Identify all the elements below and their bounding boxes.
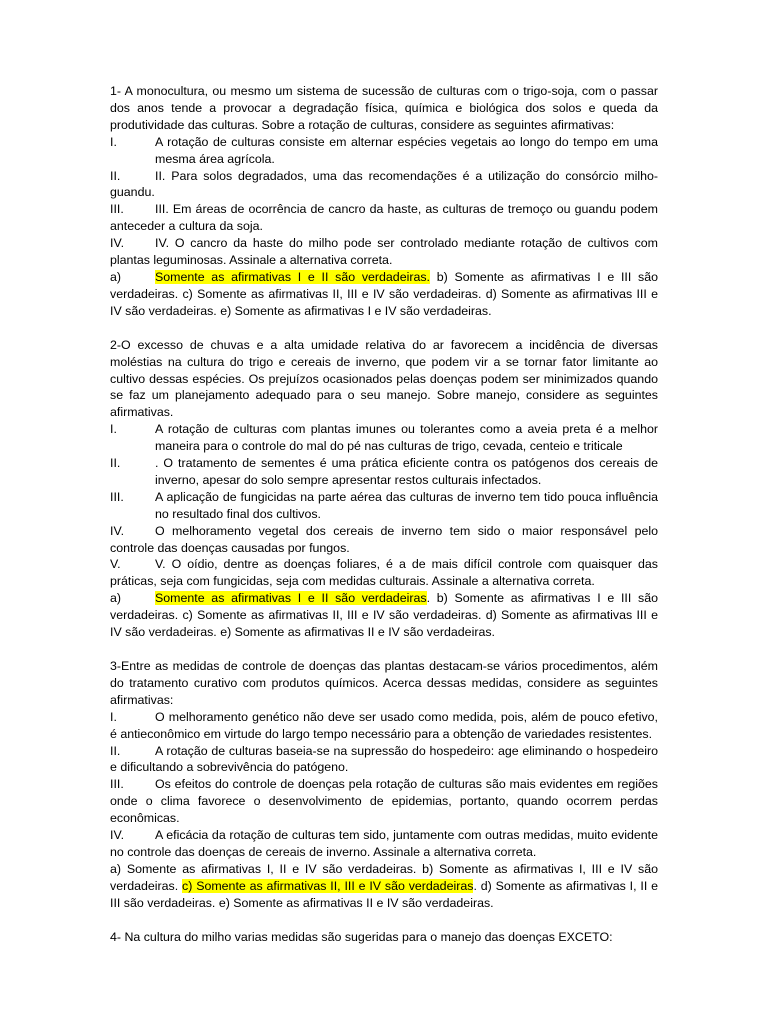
statement-text: III. Em áreas de ocorrência de cancro da haste, as culturas de tremoço ou guandu podem anteceder a cultura da soja. <box>110 202 658 234</box>
statement-marker: I. <box>110 709 117 724</box>
statement-marker: II. <box>110 168 121 183</box>
question-4 <box>110 929 658 946</box>
statement-marker: I. <box>110 134 117 149</box>
question-3-statement-2 <box>110 743 658 777</box>
question-2-statement-5 <box>110 556 658 590</box>
statement-text: A rotação de culturas com plantas imunes ou tolerantes como a aveia preta é a melhor maneira para o controle do mal do pé nas culturas de trigo, cevada, centeio e triticale <box>155 422 658 454</box>
question-4-intro: 4- Na cultura do milho varias medidas são sugeridas para o manejo das doenças EXCETO: <box>110 929 613 944</box>
statement-text: O melhoramento vegetal dos cereais de inverno tem sido o maior responsável pelo controle das doenças causadas por fungos. <box>110 523 658 555</box>
answer-marker: a) <box>110 591 122 606</box>
statement-marker: IV. <box>110 523 125 538</box>
question-3-statement-4 <box>110 827 658 861</box>
statement-marker: III. <box>110 489 124 504</box>
question-2-statement-4 <box>110 523 658 557</box>
statement-marker: V. <box>110 557 121 572</box>
question-2-statement-3 <box>110 489 658 523</box>
statement-text: IV. O cancro da haste do milho pode ser controlado mediante rotação de cultivos com plantas leguminosas. Assinale a alternativa correta. <box>110 236 658 268</box>
statement-text: A aplicação de fungicidas na parte aérea das culturas de inverno tem tido pouca influência no resultado final dos cultivos. <box>155 489 658 521</box>
question-2-answers <box>110 590 658 641</box>
document-page <box>110 83 658 946</box>
statement-marker: IV. <box>110 236 125 251</box>
spacer <box>110 641 658 658</box>
statement-text: A rotação de culturas consiste em alternar espécies vegetais ao longo do tempo em uma mesma área agrícola. <box>155 134 658 166</box>
statement-marker: II. <box>110 456 121 471</box>
question-2 <box>110 337 658 641</box>
statement-text: V. O oídio, dentre as doenças foliares, é a de mais difícil controle com quaisquer das práticas, seja com fungicidas, seja com medidas culturais. Assinale a alternativa correta. <box>110 557 658 589</box>
statement-text: II. Para solos degradados, uma das recomendações é a utilização do consórcio milho-guandu. <box>110 168 658 200</box>
statement-text: A eficácia da rotação de culturas tem sido, juntamente com outras medidas, muito evidente no controle das doenças de cereais de inverno. Assinale a alternativa correta. <box>110 828 658 859</box>
question-3-intro: 3-Entre as medidas de controle de doenças das plantas destacam-se vários procedimentos, além do tratamento curativo com produtos químicos. Acerca dessas medidas, considere as seguintes afirmativas: <box>110 659 658 707</box>
statement-text: A rotação de culturas baseia-se na supressão do hospedeiro: age eliminando o hospedeiro e dificultando a sobrevivência do patógeno. <box>110 743 658 775</box>
question-2-intro: 2-O excesso de chuvas e a alta umidade relativa do ar favorecem a incidência de diversas moléstias na cultura do trigo e cereais de inverno, que podem vir a se tornar fator limitante ao cultivo dessas espécies. Os prejuízos ocasionados pelas doenças podem ser minimizados quando se faz um planejamento adequado para o seu manejo. Sobre manejo, considere as seguintes afirmativas. <box>110 337 658 420</box>
highlighted-answer: Somente as afirmativas I e II são verdadeiras <box>155 591 427 606</box>
question-1-statement-3 <box>110 201 658 235</box>
answer-text-before: a) Somente as afirmativas I, II e IV são verdadeiras. b) Somente as afirmativas I, III e IV são verdadeiras. <box>110 861 658 893</box>
answer-text-after: b) Somente as afirmativas I e III são verdadeiras. c) Somente as afirmativas II, III e IV são verdadeiras. d) Somente as afirmativas III e IV são verdadeiras. e) Somente as afirmativas I e IV são verdadeiras. <box>110 269 658 318</box>
question-3 <box>110 658 658 912</box>
statement-marker: III. <box>110 777 124 792</box>
spacer <box>110 320 658 337</box>
statement-marker: IV. <box>110 828 125 843</box>
question-1 <box>110 83 658 320</box>
statement-marker: II. <box>110 743 121 758</box>
question-1-statement-2 <box>110 168 658 202</box>
question-1-answers <box>110 269 658 320</box>
question-3-statement-1 <box>110 709 658 743</box>
statement-text: O melhoramento genético não deve ser usado como medida, pois, além de pouco efetivo, é antieconômico em virtude do largo tempo necessário para a obtenção de variedades resistentes. <box>110 709 658 741</box>
statement-marker: I. <box>110 422 117 437</box>
question-1-statement-1 <box>110 134 658 168</box>
question-1-intro: 1- A monocultura, ou mesmo um sistema de sucessão de culturas com o trigo-soja, com o passar dos anos tende a provocar a degradação física, química e biológica dos solos e queda da produtividade das culturas. Sobre a rotação de culturas, considere as seguintes afirmativas: <box>110 84 658 132</box>
highlighted-answer: Somente as afirmativas I e II são verdadeiras. <box>155 269 430 284</box>
answer-text-after: . b) Somente as afirmativas I e III são verdadeiras. c) Somente as afirmativas II, III e IV são verdadeiras. d) Somente as afirmativas III e IV são verdadeiras. e) Somente as afirmativas II e IV são verdadeiras. <box>110 591 658 640</box>
answer-marker: a) <box>110 269 122 284</box>
question-3-answers <box>110 861 658 912</box>
statement-marker: III. <box>110 202 124 217</box>
question-1-statement-4 <box>110 235 658 269</box>
statement-text: . O tratamento de sementes é uma prática eficiente contra os patógenos dos cereais de inverno, apesar do solo sempre apresentar restos culturais infectados. <box>155 456 658 487</box>
question-2-statement-2 <box>110 455 658 489</box>
question-2-statement-1 <box>110 421 658 455</box>
statement-text: Os efeitos do controle de doenças pela rotação de culturas são mais evidentes em regiões onde o clima favorece o desenvolvimento de epidemias, portanto, quando ocorrem perdas econômicas. <box>110 777 658 826</box>
spacer <box>110 912 658 929</box>
question-3-statement-3 <box>110 776 658 827</box>
answer-text-after: . d) Somente as afirmativas I, II e III são verdadeiras. e) Somente as afirmativas II e IV são verdadeiras. <box>110 878 658 910</box>
highlighted-answer: c) Somente as afirmativas II, III e IV são verdadeiras <box>182 878 474 893</box>
